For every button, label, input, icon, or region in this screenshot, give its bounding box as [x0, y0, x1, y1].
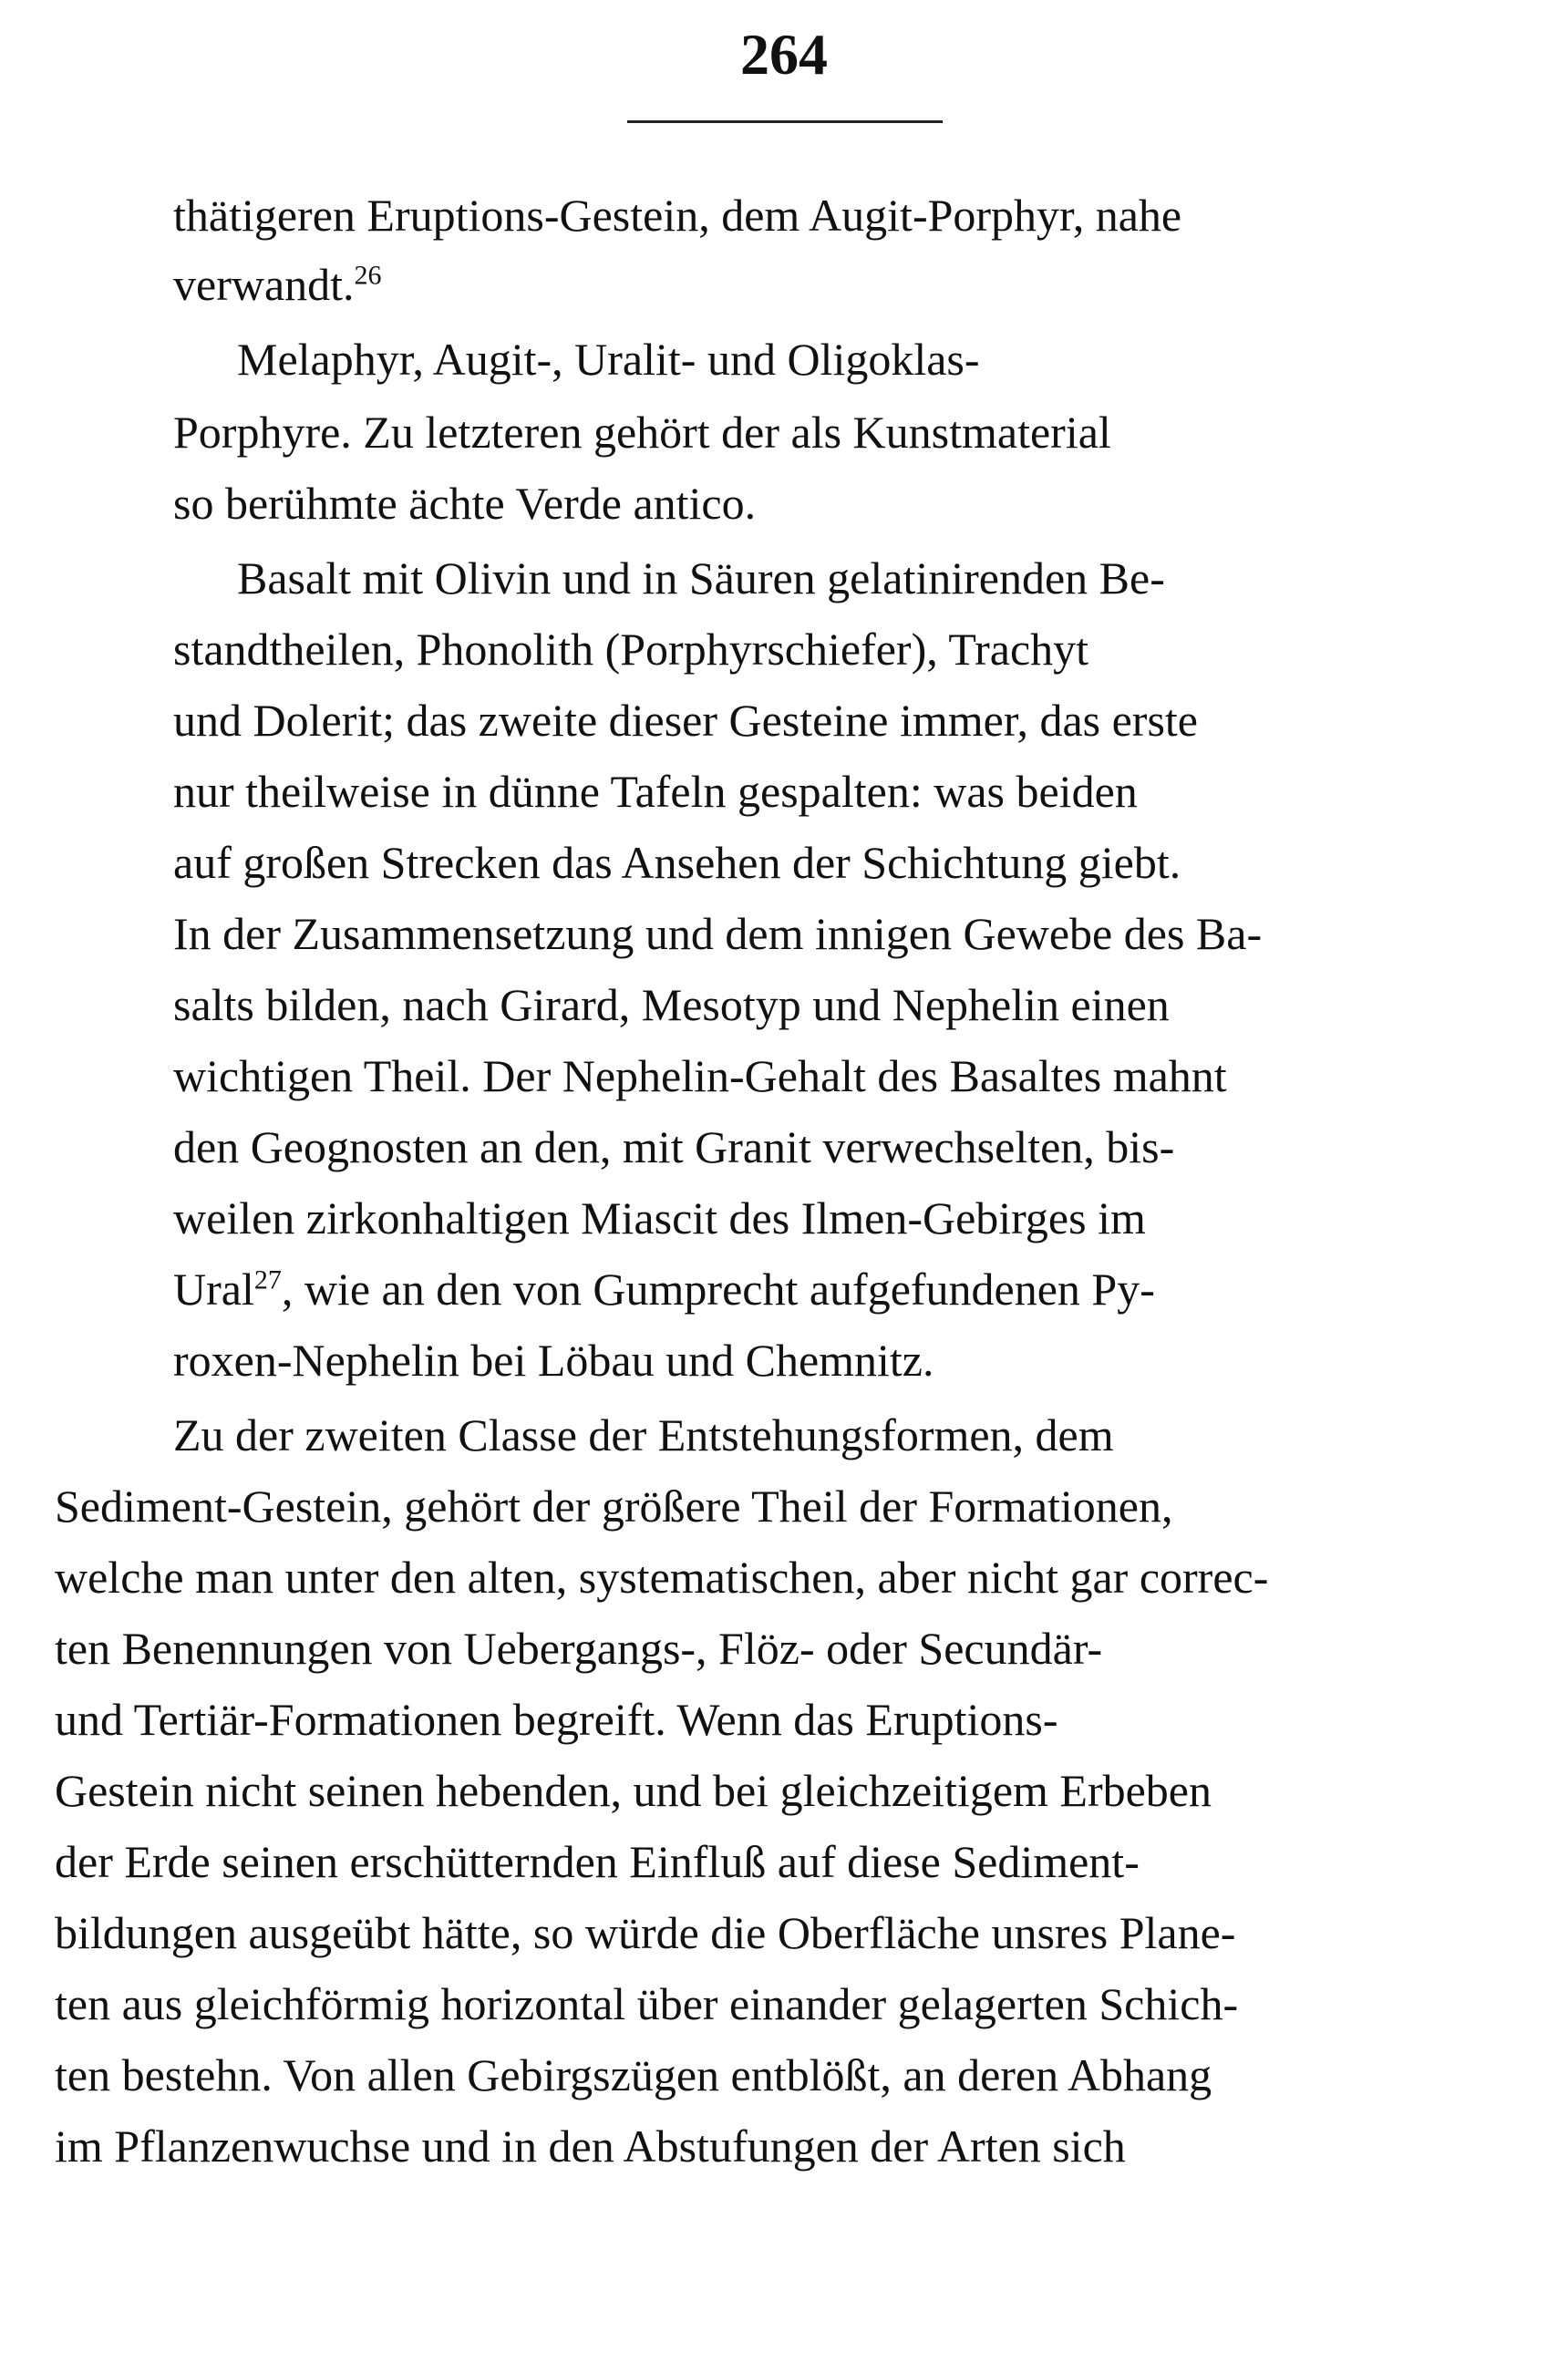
text-line [173, 1256, 1513, 1322]
text-line: der Erde seinen erschütternden Einfluß auf diese Sediment- [55, 1836, 1140, 1887]
text-line: im Pflanzenwuchse und in den Abstufungen der Arten sich [55, 2121, 1126, 2172]
text-line: Basalt mit Olivin und in Säuren gelatinirenden Be- [237, 552, 1165, 604]
text-line: und Tertiär-Formationen begreift. Wenn das Eruptions- [55, 1694, 1058, 1745]
text-line [173, 252, 1513, 317]
header-rule [627, 120, 943, 123]
footnote-ref: 27 [253, 1264, 282, 1295]
text-line: Porphyre. Zu letzteren gehört der als Kunstmaterial [173, 407, 1111, 458]
text-line: Gestein nicht seinen hebenden, und bei gleichzeitigem Erbeben [55, 1765, 1212, 1816]
text-fragment: Ural [173, 1264, 254, 1315]
text-line: ten aus gleichförmig horizontal über einander gelagerten Schich- [55, 1978, 1239, 2029]
text-fragment: verwandt. [173, 259, 355, 310]
text-line: thätigeren Eruptions-Gestein, dem Augit-Porphyr, nahe [173, 190, 1182, 241]
text-fragment: , wie an den von Gumprecht aufgefundenen Py- [281, 1264, 1155, 1315]
text-line: standtheilen, Phonolith (Porphyrschiefer), Trachyt [173, 624, 1089, 675]
text-line: roxen-Nephelin bei Löbau und Chemnitz. [173, 1335, 934, 1386]
text-line: bildungen ausgeübt hätte, so würde die Oberfläche unsres Plane- [55, 1907, 1236, 1958]
text-line: salts bilden, nach Girard, Mesotyp und Nephelin einen [173, 979, 1170, 1030]
text-line: Melaphyr, Augit-, Uralit- und Oligoklas- [237, 334, 980, 385]
text-line: nur theilweise in dünne Tafeln gespalten: was beiden [173, 766, 1138, 817]
text-line: ten Benennungen von Uebergangs-, Flöz- oder Secundär- [55, 1623, 1103, 1674]
text-line: Zu der zweiten Classe der Entstehungsformen, dem [173, 1409, 1114, 1460]
text-line: wichtigen Theil. Der Nephelin-Gehalt des Basaltes mahnt [173, 1050, 1227, 1101]
text-line: Sediment-Gestein, gehört der größere Theil der Formationen, [55, 1481, 1173, 1532]
text-line: auf großen Strecken das Ansehen der Schichtung giebt. [173, 837, 1181, 888]
text-line: ten bestehn. Von allen Gebirgszügen entblößt, an deren Abhang [55, 2049, 1212, 2100]
page-number: 264 [740, 22, 828, 87]
text-line: den Geognosten an den, mit Granit verwechselten, bis- [173, 1121, 1175, 1172]
footnote-ref: 26 [354, 260, 382, 291]
text-line: und Dolerit; das zweite dieser Gesteine immer, das erste [173, 695, 1198, 746]
text-line: weilen zirkonhaltigen Miascit des Ilmen-Gebirges im [173, 1192, 1146, 1243]
text-line: welche man unter den alten, systematischen, aber nicht gar correc- [55, 1552, 1269, 1603]
text-line: so berühmte ächte Verde antico. [173, 478, 757, 529]
text-line: In der Zusammensetzung und dem innigen Gewebe des Ba- [173, 908, 1263, 959]
